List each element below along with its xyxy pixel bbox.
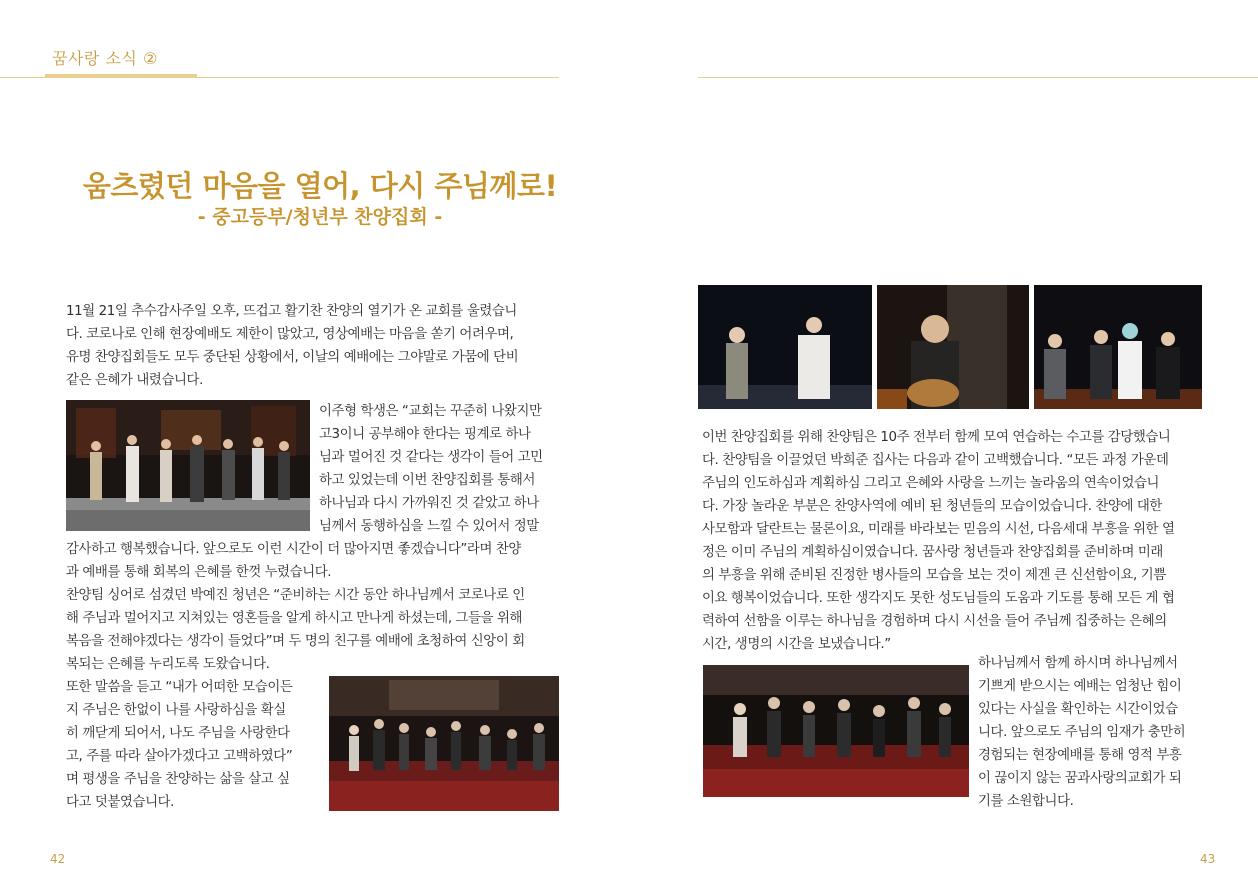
photo-duet-singers xyxy=(698,285,872,409)
text-line: 님께서 동행하심을 느낄 수 있어서 정말 xyxy=(319,519,539,534)
article-subtitle: - 중고등부/청년부 찬양집회 - xyxy=(197,206,443,228)
text-line: 경험되는 현장예배를 통해 영적 부흥 xyxy=(978,748,1182,763)
article-title: 움츠렸던 마음을 열어, 다시 주님께로! xyxy=(82,169,558,203)
text-line: 시간, 생명의 시간을 보냈습니다.” xyxy=(702,637,891,652)
text-line: 이번 찬양집회를 위해 찬양팀은 10주 전부터 함께 모여 연습하는 수고를 감당했습니 xyxy=(702,430,1171,445)
text-line: 유명 찬양집회들도 모두 중단된 상황에서, 이날의 예배에는 그야말로 가뭄에 단비 xyxy=(66,350,519,365)
text-line: 다. 코로나로 인해 현장예배도 제한이 많았고, 영상예배는 마음을 쏟기 어려우며, xyxy=(66,327,514,342)
text-line: 히 깨닫게 되어서, 나도 주님을 사랑한다 xyxy=(66,726,290,741)
text-line: 의 부흥을 위해 준비된 진정한 병사들의 모습을 보는 것이 제겐 큰 신선함이요, 기쁨 xyxy=(702,568,1166,583)
text-line: 이요 행복이었습니다. 또한 생각지도 못한 성도님들의 도움과 기도를 통해 모든 게 협 xyxy=(702,591,1175,606)
closing-paragraph xyxy=(978,652,1210,813)
text-line: 복음을 전해야겠다는 생각이 들었다”며 두 명의 친구를 예배에 초청하여 신앙이 회 xyxy=(66,634,525,649)
text-line: 기쁘게 받으시는 예배는 엄청난 힘이 xyxy=(978,679,1182,694)
text-line: 하고 있었는데 이번 찬양집회를 통해서 xyxy=(319,473,535,488)
photo-stage-singers xyxy=(66,400,310,531)
photo-congregation-left xyxy=(329,676,559,811)
text-line: 찬양팀 싱어로 섬겼던 박예진 청년은 “준비하는 시간 동안 하나님께서 코로나로 인 xyxy=(66,588,525,603)
page-number-right: 43 xyxy=(1200,852,1216,866)
header-rule-accent xyxy=(45,74,197,78)
text-line: 또한 말씀을 듣고 “내가 어떠한 모습이든 xyxy=(66,680,293,695)
text-line: 사모함과 달란트는 물론이요, 미래를 바라보는 믿음의 시선, 다음세대 부흥을 위한 열 xyxy=(702,522,1175,537)
text-line: 복되는 은혜를 누리도록 도왔습니다. xyxy=(66,657,270,672)
right-body-paragraph xyxy=(702,426,1207,656)
intro-paragraph xyxy=(66,300,561,392)
text-line: 이 끊이지 않는 꿈과사랑의교회가 되 xyxy=(978,771,1182,786)
text-line: 니다. 앞으로도 주님의 임재가 충만히 xyxy=(978,725,1186,740)
text-line: 주님의 인도하심과 계획하심 그리고 은혜와 사랑을 느끼는 놀라움의 연속이었습니 xyxy=(702,476,1160,491)
text-line: 해 주님과 멀어지고 지쳐있는 영혼들을 알게 하시고 만나게 하셨는데, 그들을 위해 xyxy=(66,611,523,626)
text-line: 다. 찬양팀을 이끌었던 박희준 집사는 다음과 같이 고백했습니다. “모든 과정 가운데 xyxy=(702,453,1169,468)
text-line: 고, 주를 따라 살아가겠다고 고백하였다” xyxy=(66,749,293,764)
photo-guitar-leader xyxy=(877,285,1029,409)
page-number-left: 42 xyxy=(50,852,66,866)
text-line: 다. 가장 놀라운 부분은 찬양사역에 예비 된 청년들의 모습이었습니다. 찬양에 대한 xyxy=(702,499,1162,514)
quote-paragraph-1 xyxy=(319,400,564,538)
text-line: 감사하고 행복했습니다. 앞으로도 이런 시간이 더 많아지면 좋겠습니다”라며 찬양 xyxy=(66,542,521,557)
text-line: 이주형 학생은 “교회는 꾸준히 나왔지만 xyxy=(319,404,542,419)
text-line: 하나님과 다시 가까워진 것 같았고 하나 xyxy=(319,496,539,511)
text-line: 님과 멀어진 것 같다는 생각이 들어 고민 xyxy=(319,450,543,465)
text-line: 며 평생을 주님을 찬양하는 삶을 살고 싶 xyxy=(66,772,290,787)
text-line: 있다는 사실을 확인하는 시간이었습 xyxy=(978,702,1178,717)
text-line: 력하여 선함을 이루는 하나님을 경험하며 다시 시선을 들어 주님께 집중하는 은혜의 xyxy=(702,614,1167,629)
text-line: 정은 이미 주님의 계획하심이였습니다. 꿈사랑 청년들과 찬양집회를 준비하며 미래 xyxy=(702,545,1163,560)
header-rule-right xyxy=(698,77,1258,78)
body-paragraph-2 xyxy=(66,538,561,676)
text-line: 고3이니 공부해야 한다는 핑계로 하나 xyxy=(319,427,531,442)
text-line: 11월 21일 추수감사주일 오후, 뜨겁고 활기찬 찬양의 열기가 온 교회를 울렸습니 xyxy=(66,304,517,319)
text-line: 과 예배를 통해 회복의 은혜를 한껏 누렸습니다. xyxy=(66,565,332,580)
quote-paragraph-2 xyxy=(66,676,320,814)
text-line: 하나님께서 함께 하시며 하나님께서 xyxy=(978,656,1178,671)
text-line: 기를 소원합니다. xyxy=(978,794,1074,809)
photo-band-trio xyxy=(1034,285,1202,409)
text-line: 다고 덧붙였습니다. xyxy=(66,795,174,810)
photo-congregation-right xyxy=(703,665,969,797)
section-label: 꿈사랑 소식 ② xyxy=(52,49,158,68)
text-line: 같은 은혜가 내렸습니다. xyxy=(66,373,203,388)
text-line: 지 주님은 한없이 나를 사랑하심을 확실 xyxy=(66,703,286,718)
